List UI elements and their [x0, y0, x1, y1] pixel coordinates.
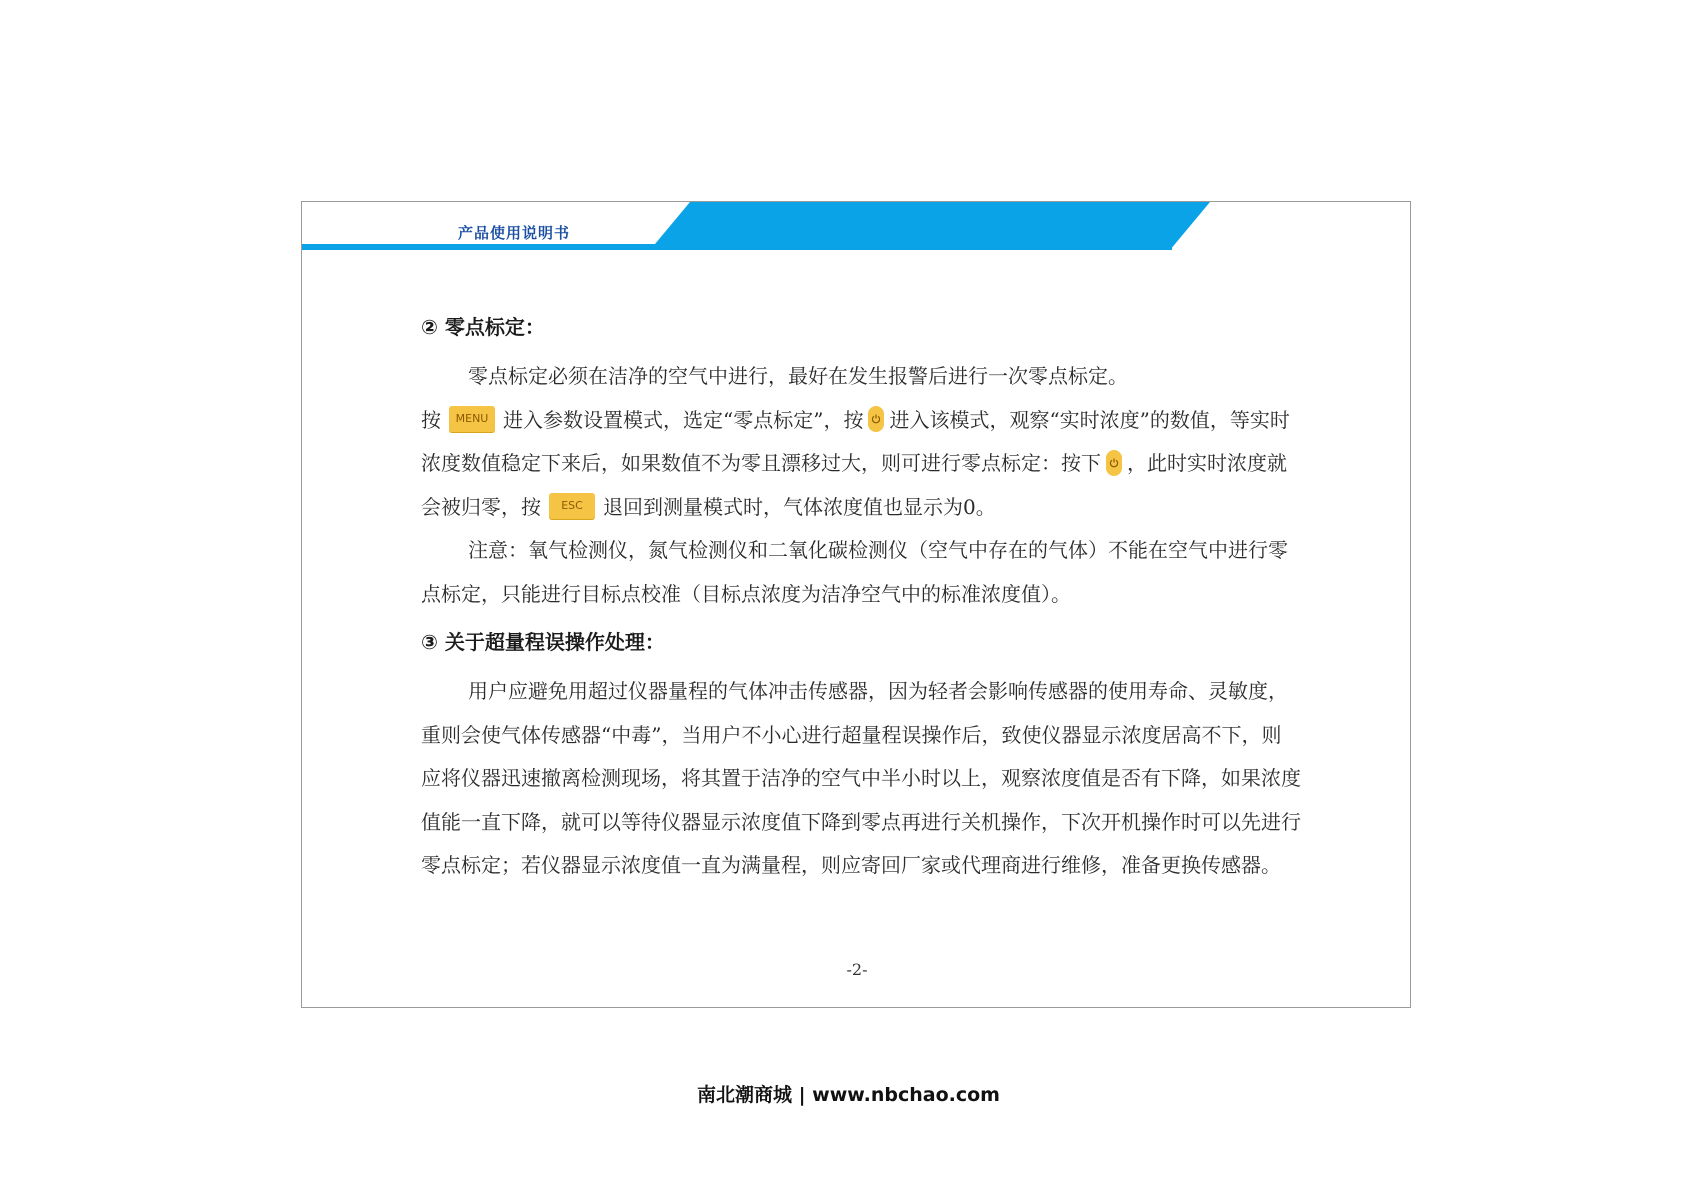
text-fragment: 进入该模式，观察“实时浓度”的数值，等实时浓度数值稳定下来后，如果数值不为零且漂移过大，则可进行零点标定：按下	[421, 407, 1290, 475]
page-number: -2-	[846, 960, 868, 979]
power-key-icon	[868, 406, 884, 432]
manual-page	[301, 201, 1411, 1008]
menu-key-icon: MENU	[449, 406, 495, 432]
header-underline	[302, 244, 1172, 250]
site-footer: 南北潮商城 | www.nbchao.com	[697, 1084, 1000, 1106]
header-parallelogram	[650, 202, 1210, 250]
header-title: 产品使用说明书	[458, 224, 571, 242]
paragraph-instructions	[421, 399, 1301, 530]
text-fragment: 退回到测量模式时，气体浓度值也显示为0。	[603, 494, 996, 519]
power-icon	[871, 414, 881, 424]
page-content	[421, 312, 1301, 888]
esc-key-icon: ESC	[549, 493, 595, 519]
text-fragment: ，此时实时浓度就会被归零，按	[421, 451, 1287, 519]
text-fragment: 进入参数设置模式，选定“零点标定”，按	[503, 407, 864, 432]
section-heading-zero-calibration: ② 零点标定：	[421, 315, 545, 339]
paragraph-note: 注意：氧气检测仪，氮气检测仪和二氧化碳检测仪（空气中存在的气体）不能在空气中进行零点标定，只能进行目标点校准（目标点浓度为洁净空气中的标准浓度值）。	[421, 538, 1288, 606]
paragraph: 用户应避免用超过仪器量程的气体冲击传感器，因为轻者会影响传感器的使用寿命、灵敏度，重则会使气体传感器“中毒”，当用户不小心进行超量程误操作后，致使仪器显示浓度居高不下，则应将仪器迅速撤离检测现场，将其置于洁净的空气中半小时以上，观察浓度值是否有下降，如果浓度值能一直下降，就可以等待仪器显示浓度值下降到零点再进行关机操作，下次开机操作时可以先进行零点标定；若仪器显示浓度值一直为满量程，则应寄回厂家或代理商进行维修，准备更换传感器。	[421, 679, 1301, 877]
section-spacer	[421, 616, 1301, 627]
header-band	[302, 202, 1411, 254]
text-fragment: 按	[421, 407, 441, 432]
section-heading-over-range: ③ 关于超量程误操作处理：	[421, 630, 665, 654]
power-key-icon	[1106, 450, 1122, 476]
power-icon	[1109, 458, 1119, 468]
paragraph: 零点标定必须在洁净的空气中进行，最好在发生报警后进行一次零点标定。	[468, 364, 1128, 388]
